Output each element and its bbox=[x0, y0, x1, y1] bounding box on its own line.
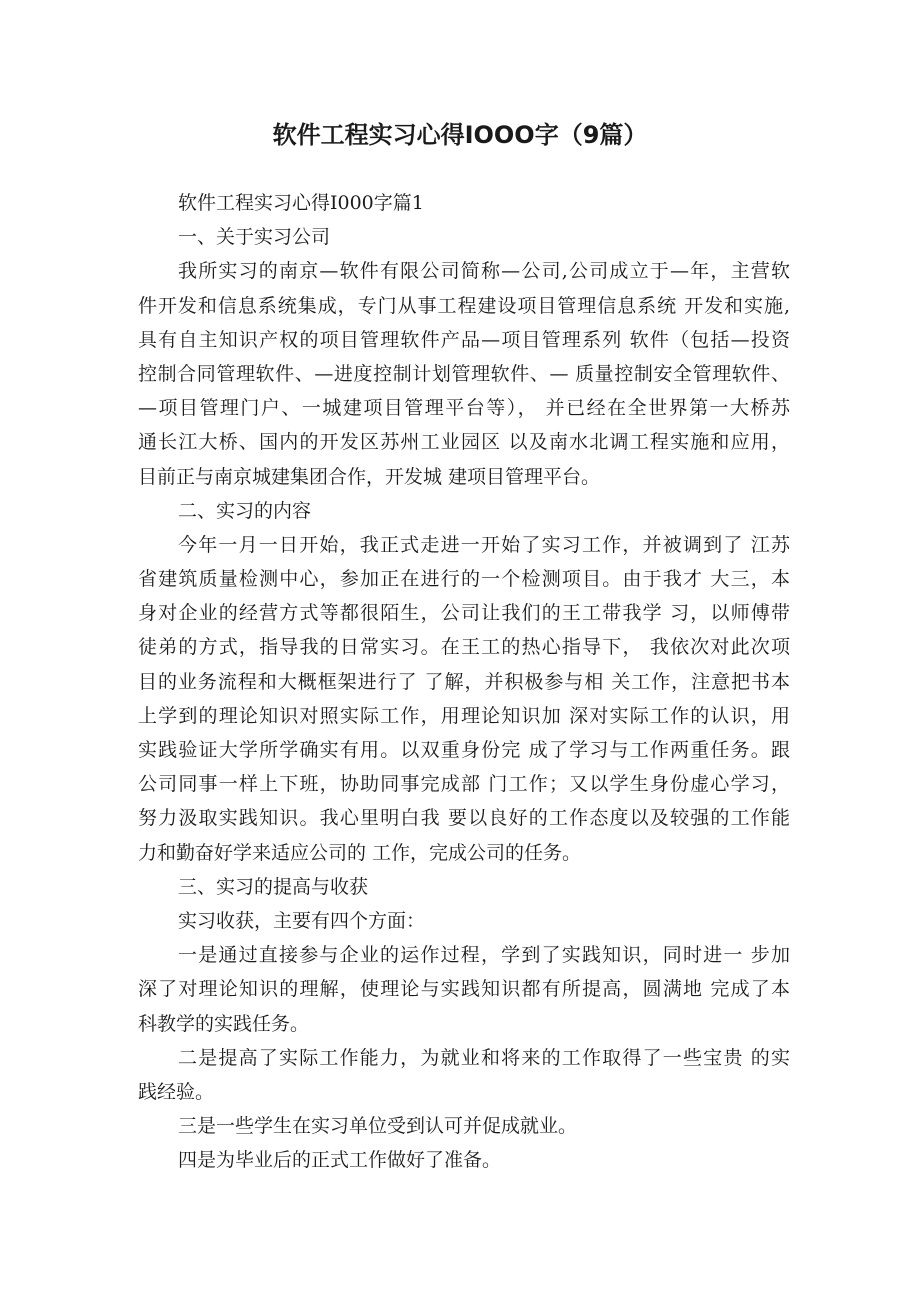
text-line: —项目管理门户、一城建项目管理平台等）， 并已经在全世界第一大桥苏 bbox=[138, 397, 790, 420]
text-line: 一是通过直接参与企业的运作过程，学到了实践知识，同时进一 步加 bbox=[178, 944, 790, 967]
text-line: 省建筑质量检测中心，参加正在进行的一个检测项目。由于我才 大三，本 bbox=[138, 568, 790, 591]
text-line: 四是为毕业后的正式工作做好了准备。 bbox=[178, 1149, 502, 1172]
text-line: 我所实习的南京—软件有限公司简称—公司,公司成立于—年，主营软 bbox=[178, 260, 790, 283]
text-line: 具有自主知识产权的项目管理软件产品—项目管理系列 软件（包括—投资 bbox=[138, 328, 790, 351]
text-line: 上学到的理论知识对照实际工作，用理论知识加 深对实际工作的认识，用 bbox=[138, 704, 790, 727]
text-line: 科教学的实践任务。 bbox=[138, 1012, 310, 1035]
text-line: 二、实习的内容 bbox=[178, 499, 312, 522]
text-line: 努力汲取实践知识。我心里明白我 要以良好的工作态度以及较强的工作能 bbox=[138, 807, 790, 830]
text-line: 二是提高了实际工作能力，为就业和将来的工作取得了一些宝贵 的实 bbox=[178, 1046, 790, 1069]
text-line: 今年一月一日开始，我正式走进一开始了实习工作，并被调到了 江苏 bbox=[178, 533, 790, 556]
text-line: 力和勤奋好学来适应公司的 工作，完成公司的任务。 bbox=[138, 841, 582, 864]
document-title: 软件工程实习心得IOOO字（9篇） bbox=[272, 121, 648, 149]
text-line: 实习收获，主要有四个方面： bbox=[178, 909, 426, 932]
text-line: 目前正与南京城建集团合作，开发城 建项目管理平台。 bbox=[138, 465, 601, 488]
text-line: 深了对理论知识的理解，使理论与实践知识都有所提高，圆满地 完成了本 bbox=[138, 978, 790, 1001]
text-line: 身对企业的经营方式等都很陌生，公司让我们的王工带我学 习，以师傅带 bbox=[138, 602, 790, 625]
text-line: 一、关于实习公司 bbox=[178, 226, 331, 249]
text-line: 三是一些学生在实习单位受到认可并促成就业。 bbox=[178, 1115, 578, 1138]
text-line: 件开发和信息系统集成，专门从事工程建设项目管理信息系统 开发和实施, bbox=[138, 294, 790, 317]
text-line: 公司同事一样上下班，协助同事完成部 门工作；又以学生身份虚心学习， bbox=[138, 773, 790, 796]
text-line: 实践验证大学所学确实有用。以双重身份完 成了学习与工作两重任务。跟 bbox=[138, 739, 790, 761]
text-line: 控制合同管理软件、—进度控制计划管理软件、— 质量控制安全管理软件、 bbox=[138, 362, 790, 385]
text-line: 徒弟的方式，指导我的日常实习。在王工的热心指导下， 我依次对此次项 bbox=[138, 636, 790, 659]
text-line: 三、实习的提高与收获 bbox=[178, 875, 369, 898]
text-line: 软件工程实习心得I000字篇1 bbox=[178, 192, 424, 214]
text-line: 通长江大桥、国内的开发区苏州工业园区 以及南水北调工程实施和应用， bbox=[138, 431, 790, 454]
document-body bbox=[138, 186, 790, 1177]
text-line: 目的业务流程和大概框架进行了 了解，并积极参与相 关工作，注意把书本 bbox=[138, 670, 790, 693]
text-line: 践经验。 bbox=[138, 1080, 215, 1103]
